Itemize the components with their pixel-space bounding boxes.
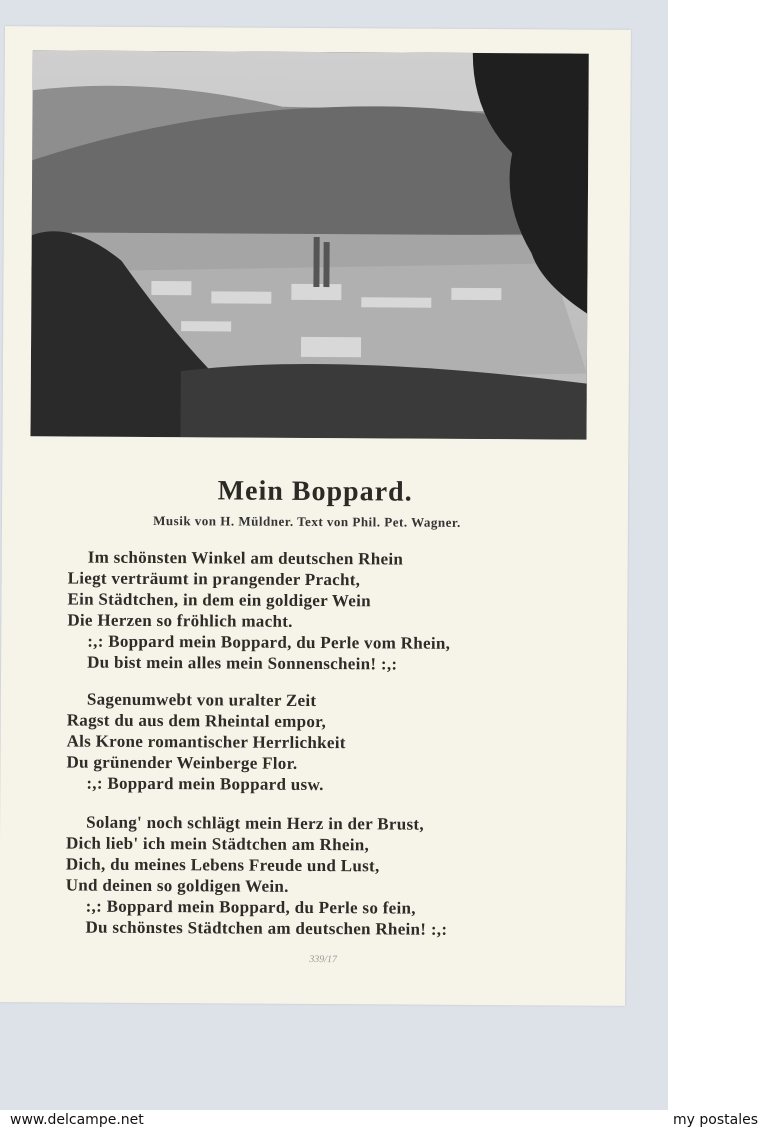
verse-line: Dich lieb' ich mein Städtchen am Rhein, [65,833,370,855]
verse-line: Als Krone romantischer Herrlichkeit [66,731,346,753]
refrain-line: :,: Boppard mein Boppard, du Perle vom Rhein, [87,631,451,653]
refrain-line: :,: Boppard mein Boppard usw. [86,773,324,795]
verse-line: Dich, du meines Lebens Freude und Lust, [65,854,380,876]
verse-line: Ein Städtchen, in dem ein goldiger Wein [67,589,371,611]
verse-line: Sagenumwebt von uralter Zeit [86,689,317,711]
verse-line: Die Herzen so fröhlich macht. [67,610,293,631]
verse-line: Du grünender Weinberge Flor. [66,752,298,773]
refrain-line: Du schönstes Städtchen am deutschen Rhein! :,: [85,917,448,939]
handwritten-mark: 339/17 [309,953,338,966]
song-title: Mein Boppard. [217,475,413,508]
song-credits: Musik von H. Müldner. Text von Phil. Pet. Wagner. [153,513,461,530]
stanza-1 [67,546,451,674]
stanza-2 [66,688,346,795]
stanza-3 [65,811,448,939]
verse-line: Ragst du aus dem Rheintal empor, [66,710,327,732]
boppard-panorama-photo [30,50,588,439]
refrain-line: Du bist mein alles mein Sonnenschein! :,: [87,652,398,674]
footer-site-link[interactable]: www.delcampe.net [10,1112,144,1128]
verse-line: Solang' noch schlägt mein Herz in der Brust, [86,812,424,834]
verse-line: Liegt verträumt in prangender Pracht, [67,568,361,590]
footer-seller-name: my postales [673,1112,758,1128]
verse-line: Und deinen so goldigen Wein. [65,875,289,896]
verse-line: Im schönsten Winkel am deutschen Rhein [87,547,404,569]
refrain-line: :,: Boppard mein Boppard, du Perle so fein, [85,896,416,918]
postcard [0,26,631,1006]
